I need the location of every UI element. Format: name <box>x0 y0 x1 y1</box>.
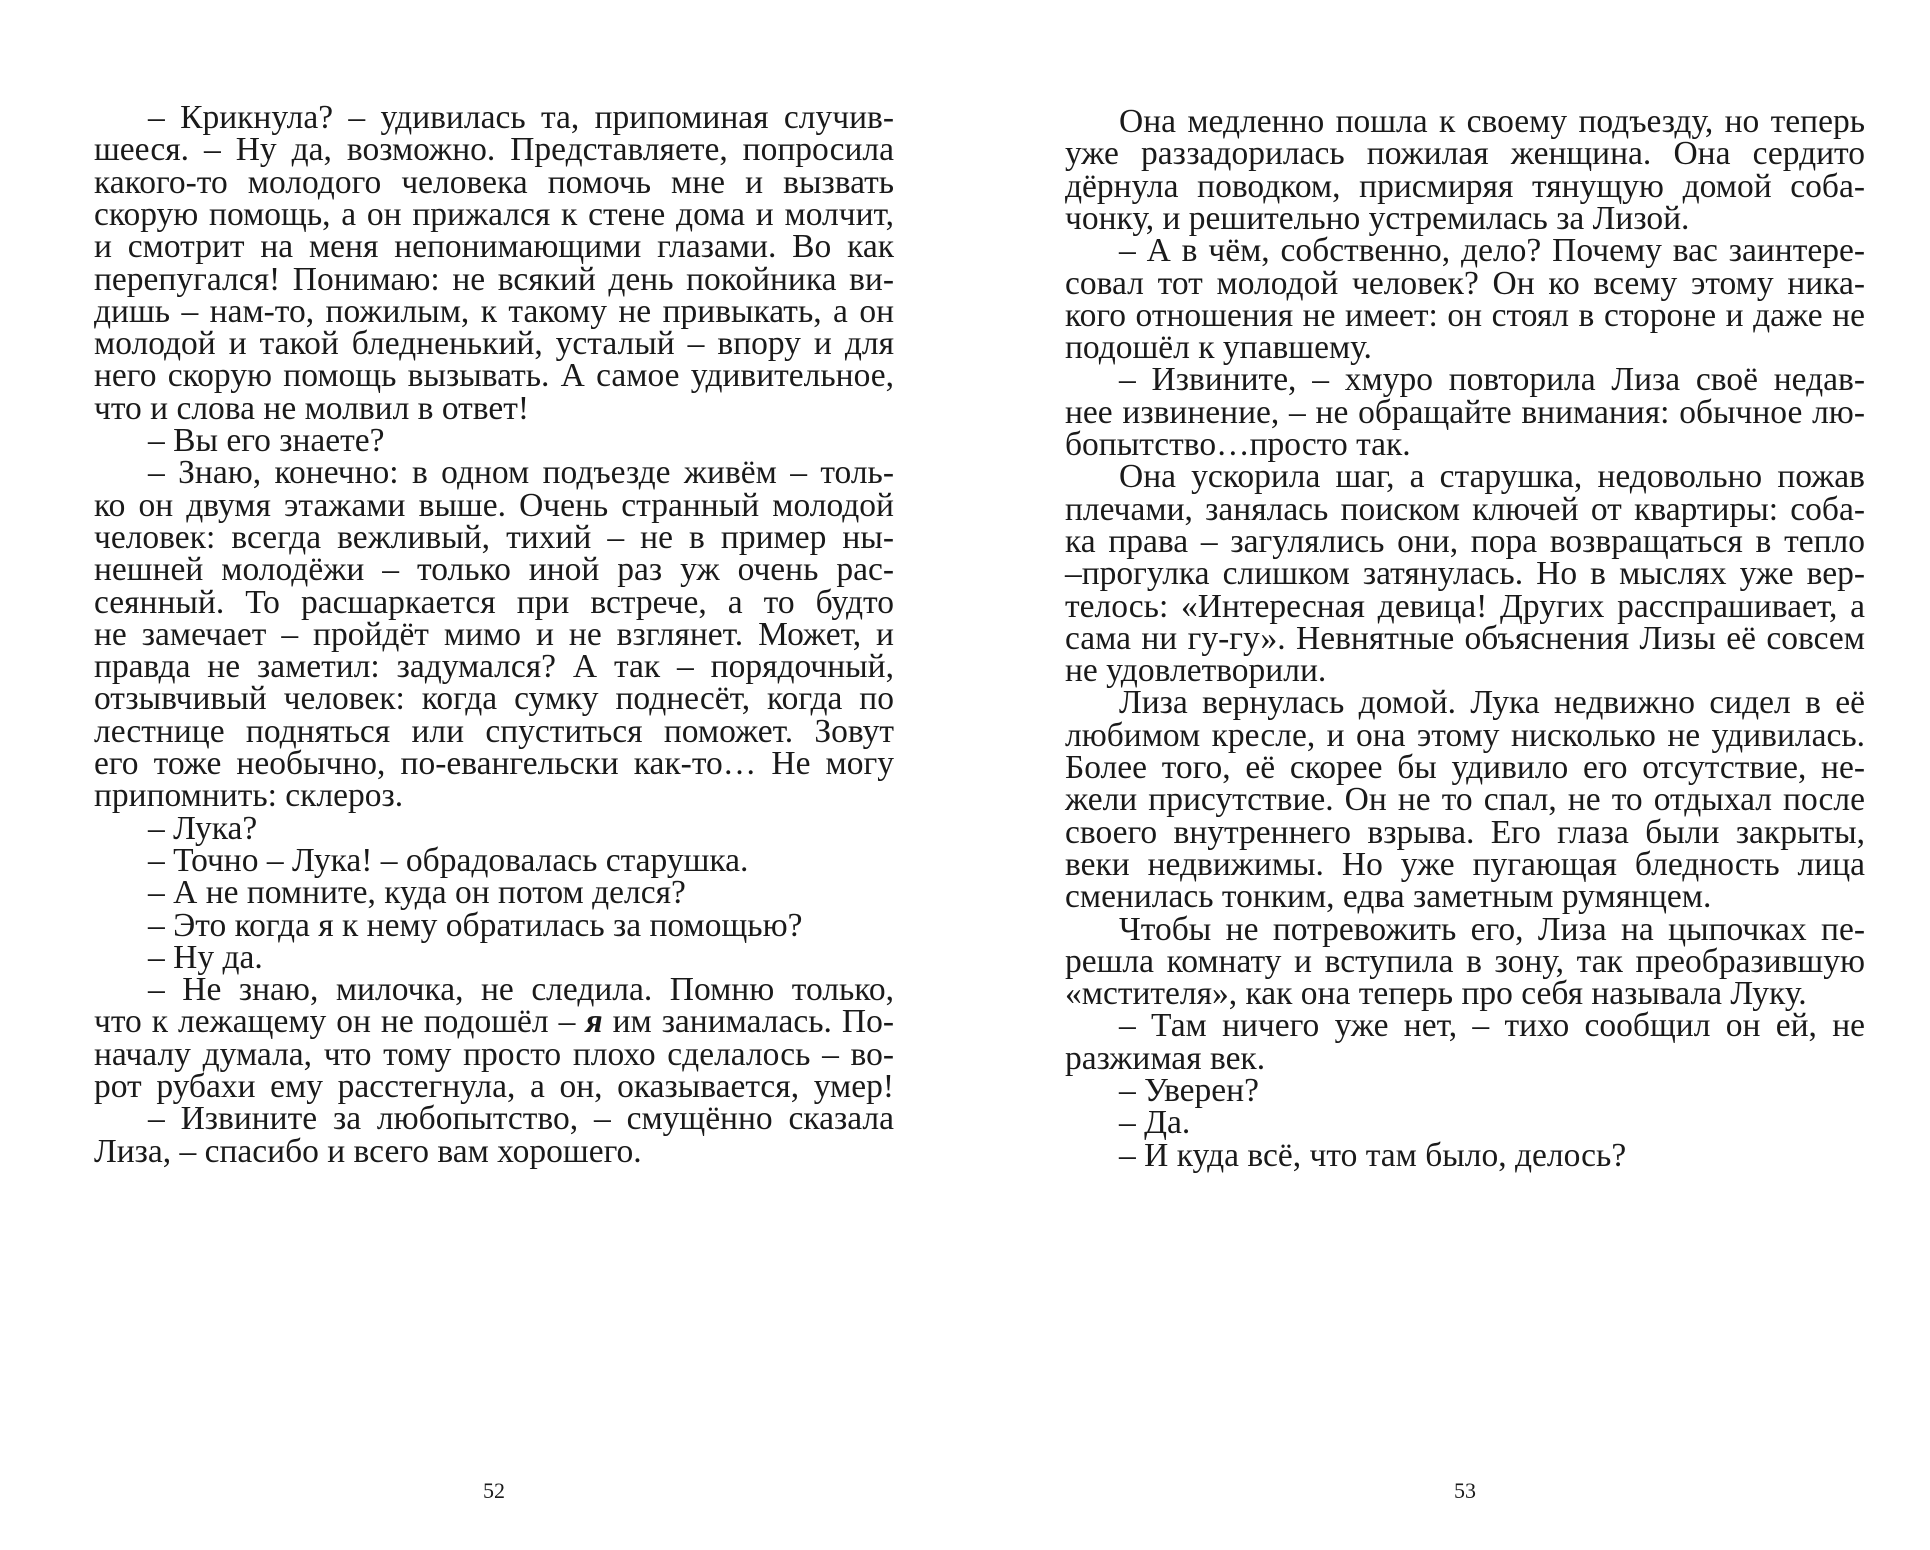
text-line: – Ну да. <box>148 938 263 976</box>
text-line: ко он двумя этажами выше. Очень странный молодой <box>94 486 894 524</box>
text-line: – А в чём, собственно, дело? Почему вас заинтере- <box>1119 232 1865 270</box>
text-line: шееся. – Ну да, возможно. Представляете, попросила <box>94 131 894 169</box>
text-line: уже раззадорилась пожилая женщина. Она сердито <box>1065 135 1865 173</box>
text-line: Чтобы не потревожить его, Лиза на цыпочках пе- <box>1119 910 1865 948</box>
text-line: – И куда всё, что там было, делось? <box>1119 1136 1627 1174</box>
text-line: своего внутреннего взрыва. Его глаза были закрыты, <box>1065 813 1865 851</box>
text-line: жели присутствие. Он не то спал, не то отдыхал после <box>1065 781 1865 819</box>
text-line: веки недвижимы. Но уже пугающая бледность лица <box>1065 845 1865 883</box>
text-line: Более того, её скорее бы удивило его отсутствие, не- <box>1065 749 1865 786</box>
text-line: телось: «Интересная девица! Других расспрашивает, а <box>1065 587 1865 625</box>
text-line: совал тот молодой человек? Он ко всему этому ника- <box>1065 264 1865 302</box>
text-line: сама ни гу-гу». Невнятные объяснения Лизы её совсем <box>1065 619 1865 657</box>
text-line: – Да. <box>1119 1104 1191 1142</box>
text-line: – Это когда я к нему обратилась за помощью? <box>148 906 803 944</box>
text-line: – Лука? <box>148 809 258 847</box>
text-line: дёрнула поводком, присмиряя тянущую домой соба- <box>1065 167 1865 205</box>
text-line: – А не помните, куда он потом делся? <box>148 874 686 912</box>
text-line: – Крикнула? – удивилась та, припоминая случив- <box>148 99 894 136</box>
text-line: – Не знаю, милочка, не следила. Помню только, <box>148 971 894 1009</box>
text-line: началу думала, что тому просто плохо сделалось – во- <box>94 1035 894 1073</box>
text-line: бопытство…просто так. <box>1065 426 1411 463</box>
text-line: правда не заметил: задумался? А так – порядочный, <box>94 648 894 686</box>
text-line: подошёл к упавшему. <box>1065 329 1372 367</box>
right-page <box>1065 0 1865 1550</box>
text-line: рот рубахи ему расстегнула, а он, оказывается, умер! <box>94 1068 894 1105</box>
text-line: молодой и такой бледненький, усталый – впору и для <box>94 325 894 363</box>
text-line: скорую помощь, а он прижался к стене дома и молчит, <box>94 195 894 233</box>
text-line: что и слова не молвил в ответ! <box>94 389 530 427</box>
text-line: Лиза вернулась домой. Лука недвижно сидел в её <box>1119 684 1865 722</box>
text-line: его тоже необычно, по-евангельски как-то… Не могу <box>94 745 894 782</box>
text-line: – Вы его знаете? <box>148 422 385 459</box>
text-line: – Уверен? <box>1119 1072 1259 1109</box>
text-line: сменилась тонким, едва заметным румянцем. <box>1065 878 1712 916</box>
text-line: не удовлетворили. <box>1065 652 1327 690</box>
page-number-right: 53 <box>1454 1478 1476 1503</box>
text-line: не замечает – пройдёт мимо и не взглянет. Может, и <box>94 615 894 653</box>
left-page <box>94 0 894 1550</box>
text-line: нешней молодёжи – только иной раз уж очень рас- <box>94 551 894 589</box>
emphasized-word: я <box>585 1003 603 1041</box>
text-line: – Извините за любопытство, – смущённо сказала <box>148 1100 894 1138</box>
text-line: ка права – загулялись они, пора возвращаться в тепло <box>1065 522 1865 560</box>
text-line: – Точно – Лука! – обрадовалась старушка. <box>148 841 749 879</box>
text-line: любимом кресле, и она этому нисколько не удивилась. <box>1065 716 1865 754</box>
text-line: дишь – нам-то, пожилым, к такому не привыкать, а он <box>94 292 894 330</box>
text-line: него скорую помощь вызывать. А самое удивительное, <box>94 357 894 395</box>
text-line: – Там ничего уже нет, – тихо сообщил он ей, не <box>1119 1007 1865 1045</box>
text-line: кого отношения не имеет: он стоял в стороне и даже не <box>1065 296 1865 334</box>
text-line: Она медленно пошла к своему подъезду, но теперь <box>1119 103 1865 140</box>
text-line: человек: всегда вежливый, тихий – не в пример ны- <box>94 518 894 556</box>
text-line: –прогулка слишком затянулась. Но в мыслях уже вер- <box>1065 555 1865 593</box>
text-line: лестнице подняться или спуститься поможет. Зовут <box>94 712 894 750</box>
page-number-left: 52 <box>483 1478 505 1503</box>
text-line: что к лежащему он не подошёл – я им занималась. По- <box>94 1003 894 1041</box>
text-line: решла комнату и вступила в зону, так преобразившую <box>1065 942 1865 980</box>
text-line: припомнить: склероз. <box>94 777 404 815</box>
text-line: перепугался! Понимаю: не всякий день покойника ви- <box>94 260 894 298</box>
text-line: отзывчивый человек: когда сумку поднесёт, когда по <box>94 680 894 718</box>
text-line: какого-то молодого человека помочь мне и вызвать <box>94 163 894 201</box>
text-line: плечами, занялась поиском ключей от квартиры: соба- <box>1065 490 1865 528</box>
text-line: Она ускорила шаг, а старушка, недовольно пожав <box>1119 458 1865 496</box>
text-line: нее извинение, – не обращайте внимания: обычное лю- <box>1065 393 1865 431</box>
text-line: Лиза, – спасибо и всего вам хорошего. <box>94 1132 642 1170</box>
text-line: – Извините, – хмуро повторила Лиза своё недав- <box>1119 361 1865 399</box>
text-line: чонку, и решительно устремилась за Лизой. <box>1065 199 1690 237</box>
text-line: разжимая век. <box>1065 1039 1266 1077</box>
text-line: «мстителя», как она теперь про себя называла Луку. <box>1065 975 1807 1013</box>
text-line: сеянный. То расшаркается при встрече, а то будто <box>94 583 894 621</box>
text-line: и смотрит на меня непонимающими глазами. Во как <box>94 228 894 266</box>
text-line: – Знаю, конечно: в одном подъезде живём – толь- <box>148 454 894 492</box>
